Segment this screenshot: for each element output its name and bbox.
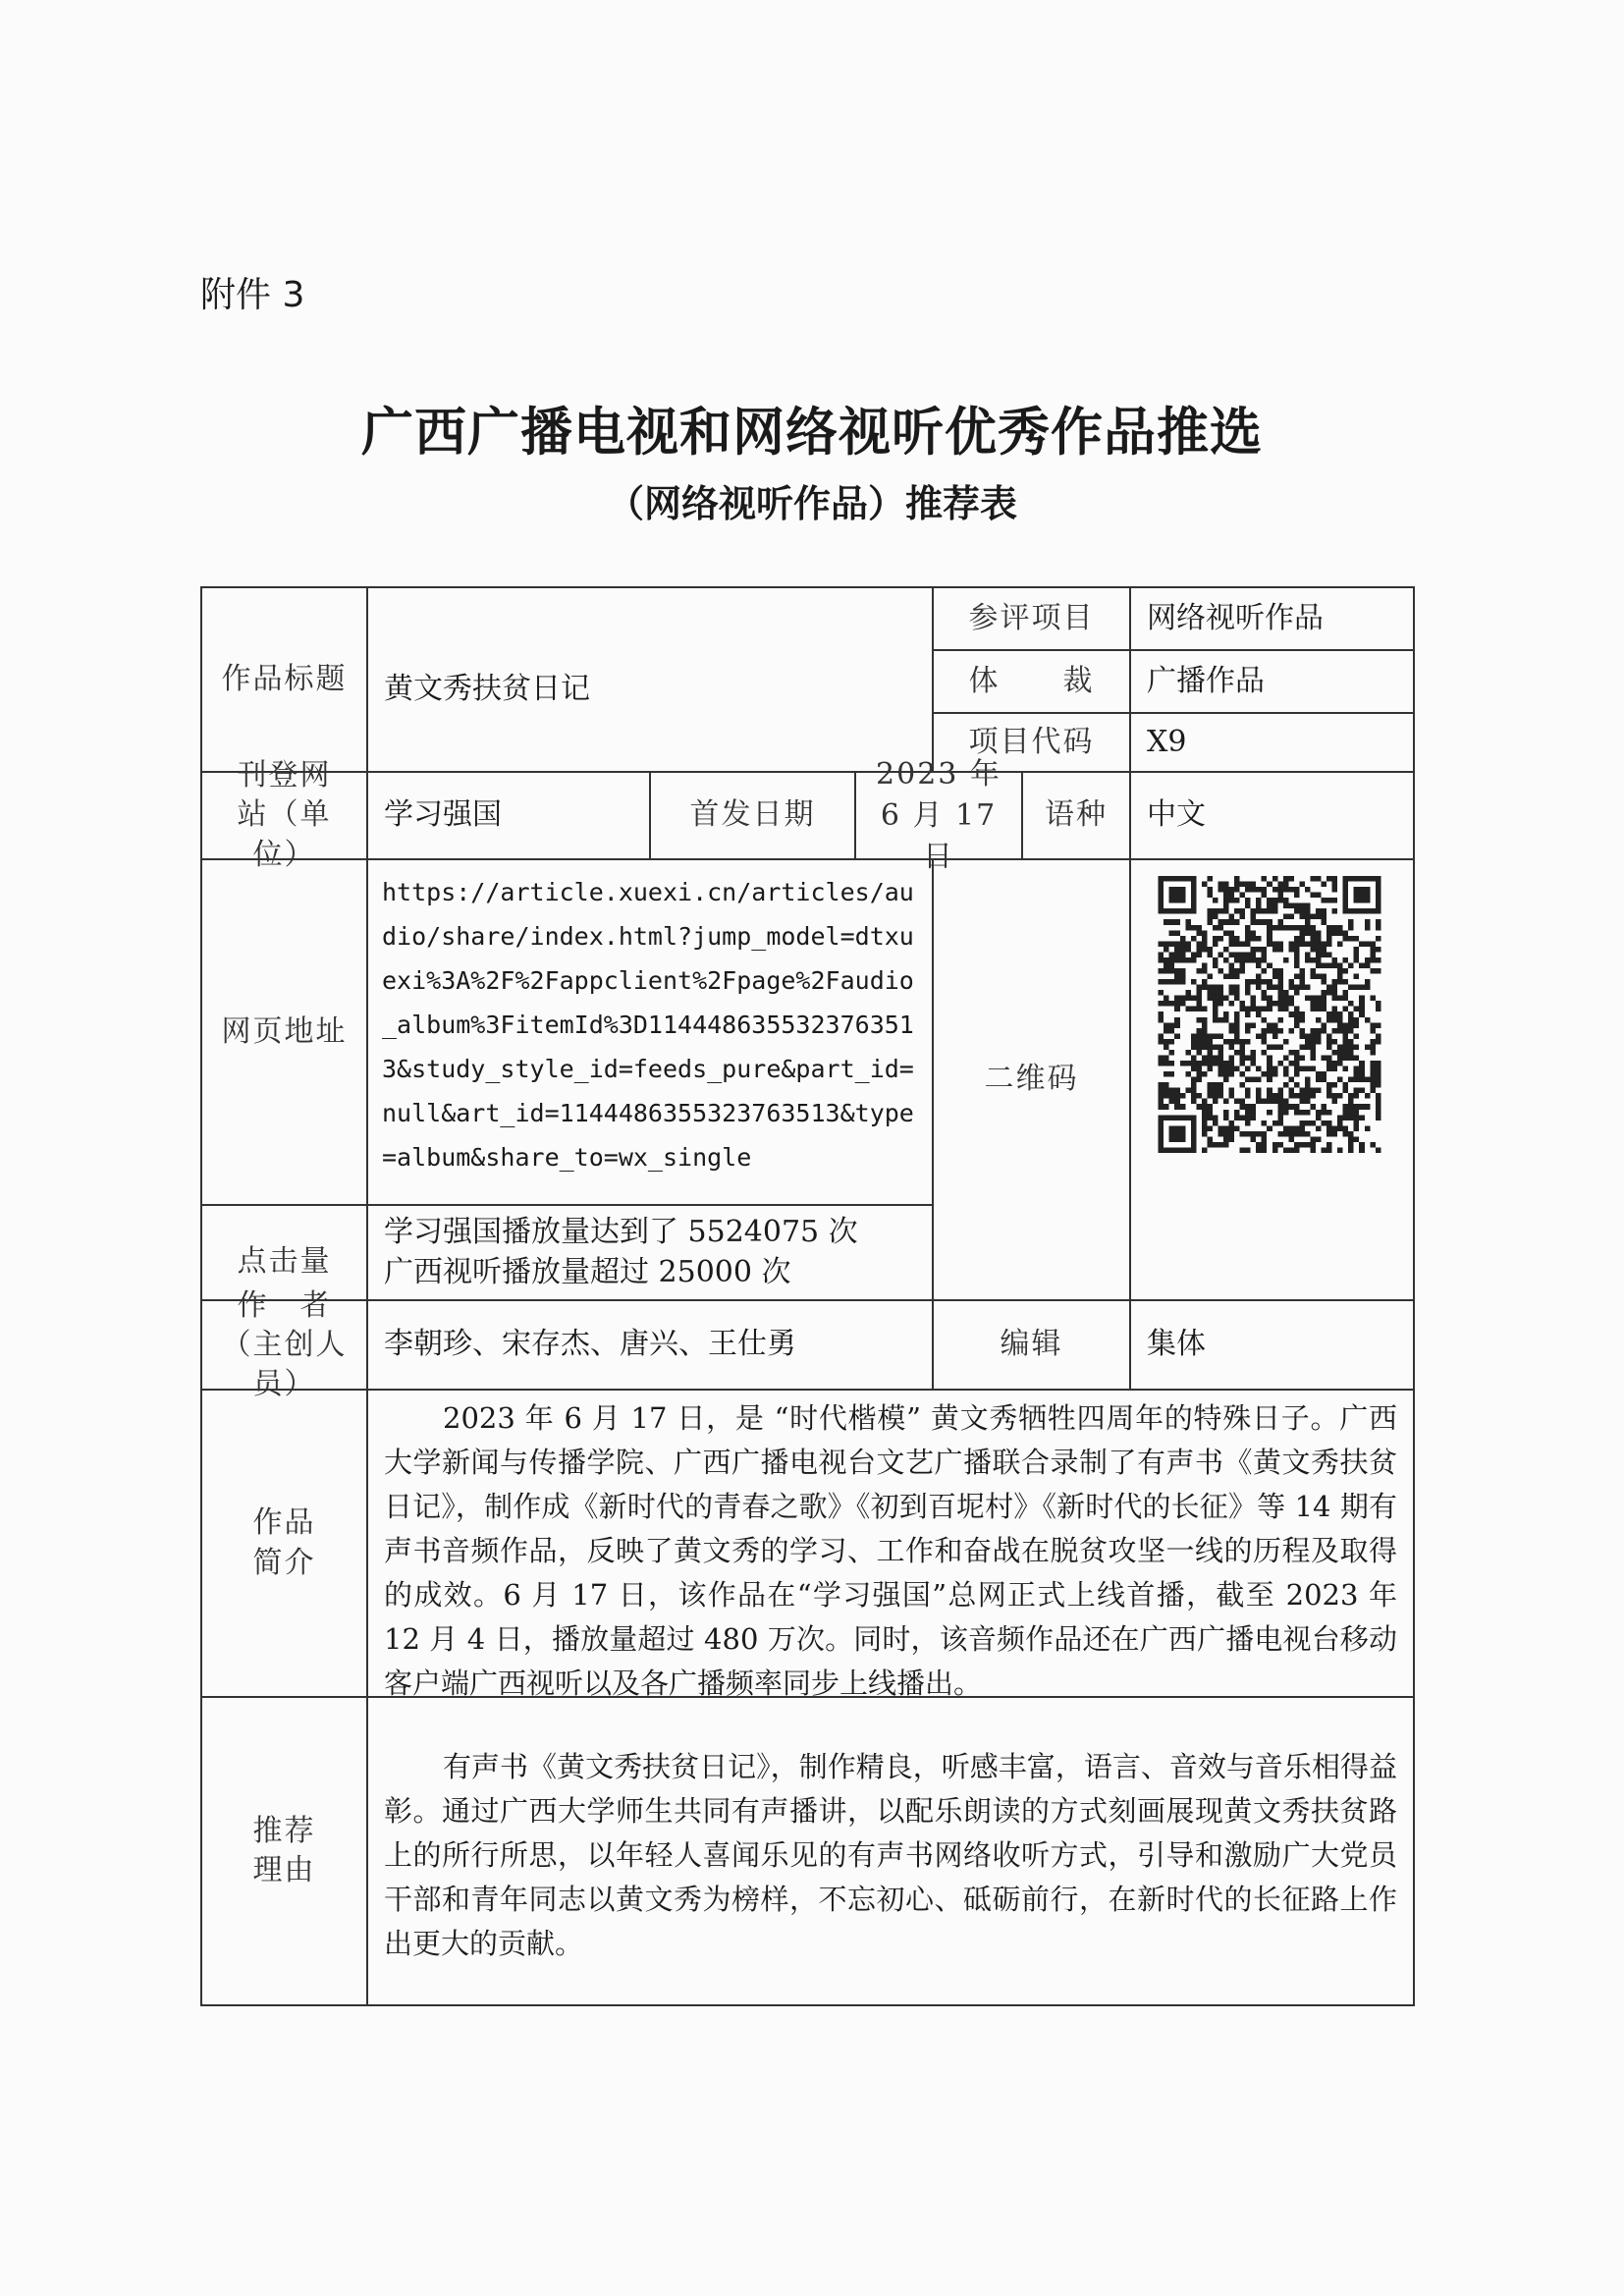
qr-cell	[1129, 858, 1415, 1301]
genre-value: 广播作品	[1129, 649, 1415, 714]
intro-text: 2023 年 6 月 17 日，是 “时代楷模” 黄文秀牺牲四周年的特殊日子。广西大学新闻与传播学院、广西广播电视台文艺广播联合录制了有声书《黄文秀扶贫日记》，制作成《新时代的青春之歌》《初到百坭村》《新时代的长征》等 14 期有声书音频作品，反映了黄文秀的学习、工作和奋战在脱贫攻坚一线的历程及取得的成效。6 月 17 日，该作品在“学习强国”总网正式上线首播，截至 2023 年 12 月 4 日，播放量超过 480 万次。同时，该音频作品还在广西广播电视台移动客户端广西视听以及各广播频率同步上线播出。	[366, 1389, 1415, 1698]
reason-text: 有声书《黄文秀扶贫日记》，制作精良，听感丰富，语言、音效与音乐相得益彰。通过广西大学师生共同有声播讲，以配乐朗读的方式刻画展现黄文秀扶贫路上的所行所思，以年轻人喜闻乐见的有声书网络收听方式，引导和激励广大党员干部和青年同志以黄文秀为榜样，不忘初心、砥砺前行，在新时代的长征路上作出更大的贡献。	[366, 1696, 1415, 2006]
qr-label: 二维码	[932, 858, 1131, 1301]
category-label: 参评项目	[932, 586, 1131, 651]
date-value: 2023 年 6 月 17 日	[854, 771, 1023, 860]
clicks-label: 点击量	[200, 1204, 368, 1301]
page-title: 广西广播电视和网络视听优秀作品推选	[361, 402, 1263, 463]
clicks-value	[366, 1204, 934, 1301]
author-label: 作 者（主创人员）	[200, 1299, 368, 1391]
site-label: 刊登网站（单位）	[200, 771, 368, 860]
language-value: 中文	[1129, 771, 1415, 860]
editor-label: 编辑	[932, 1299, 1131, 1391]
code-label: 项目代码	[932, 712, 1131, 773]
qr-finder	[1169, 1125, 1186, 1142]
authors-value: 李朝珍、宋存杰、唐兴、王仕勇	[366, 1299, 934, 1391]
url-value: https://article.xuexi.cn/articles/audio/share/index.html?jump_model=dtxuexi%3A%2F%2Fappclient%2Fpage%2Faudio_album%3FitemId%3D114448635532376351З&study_style_id=feeds_pure&part_id=null&art_id=1144486355323763513&type=album&share_to=wx_single	[366, 858, 934, 1206]
editor-value: 集体	[1129, 1299, 1415, 1391]
attachment-label: 附件 3	[200, 275, 305, 315]
qr-code[interactable]	[1158, 876, 1381, 1153]
clicks-line-1: 学习强国播放量达到了 5524075 次	[384, 1215, 858, 1249]
reason-label: 推荐理由	[200, 1696, 368, 2006]
work-title-value: 黄文秀扶贫日记	[366, 586, 934, 773]
intro-label: 作品简介	[200, 1389, 368, 1698]
code-value: X9	[1129, 712, 1415, 773]
url-label: 网页地址	[200, 858, 368, 1206]
date-label: 首发日期	[649, 771, 856, 860]
site-value: 学习强国	[366, 771, 651, 860]
qr-modules	[1159, 876, 1381, 1153]
category-value: 网络视听作品	[1129, 586, 1415, 651]
genre-label: 体 裁	[932, 649, 1131, 714]
language-label: 语种	[1021, 771, 1131, 860]
qr-finder	[1354, 887, 1371, 903]
clicks-line-2: 广西视听播放量超过 25000 次	[384, 1254, 791, 1289]
work-title-label: 作品标题	[200, 586, 368, 773]
page-subtitle: （网络视听作品）推荐表	[606, 481, 1017, 525]
qr-finder	[1169, 887, 1186, 903]
